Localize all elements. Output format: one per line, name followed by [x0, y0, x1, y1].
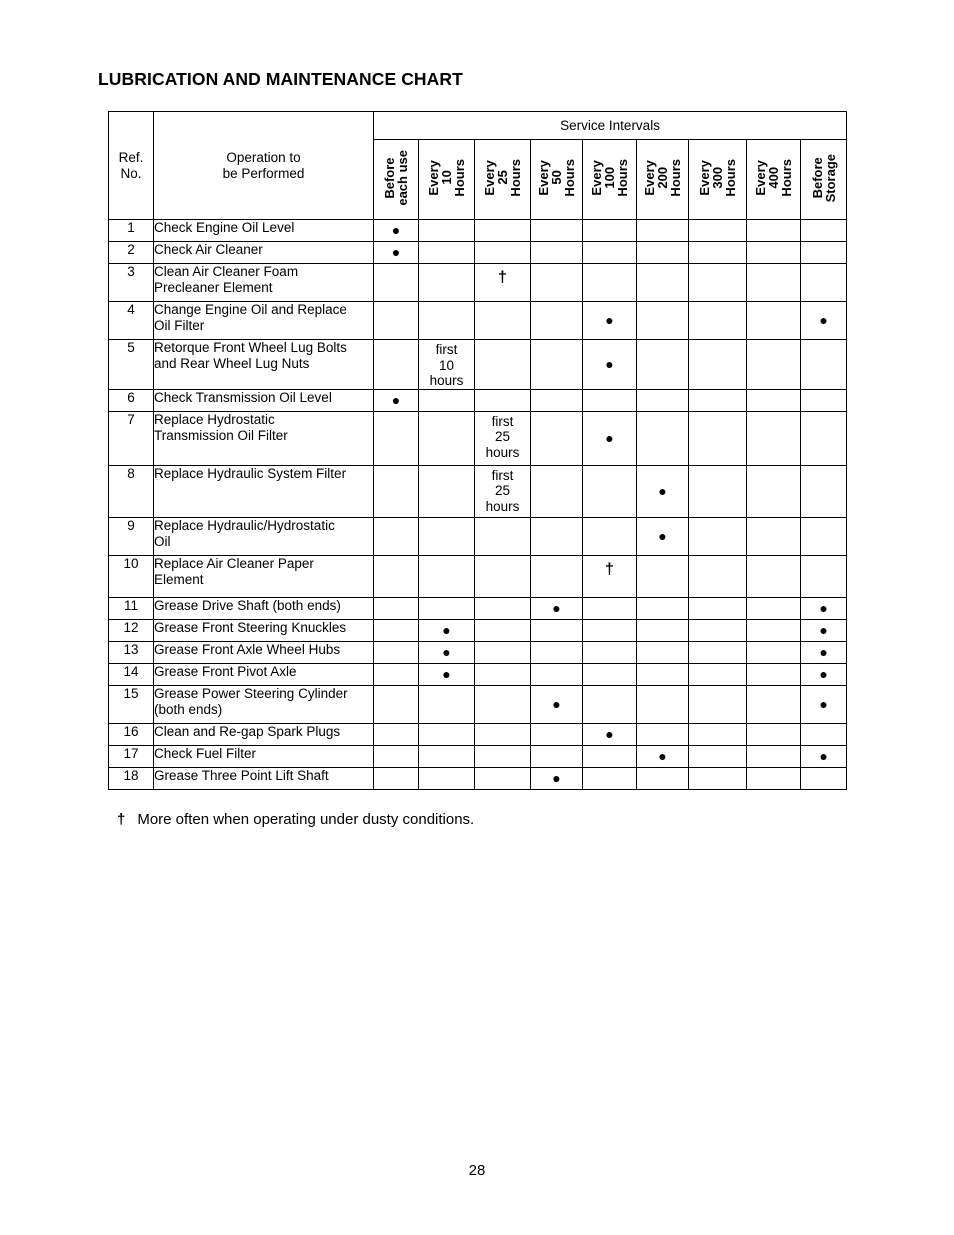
interval-cell	[475, 389, 531, 411]
ref-number: 15	[109, 685, 154, 723]
ref-number: 13	[109, 641, 154, 663]
interval-cell	[475, 302, 531, 340]
operation-text: Retorque Front Wheel Lug Bolts and Rear Wheel Lug Nuts	[154, 340, 374, 390]
interval-cell	[801, 641, 847, 663]
page-number: 28	[468, 1162, 486, 1179]
interval-cell	[689, 685, 747, 723]
interval-cell	[531, 555, 583, 597]
operation-text: Replace Hydraulic System Filter	[154, 465, 374, 517]
interval-cell	[475, 264, 531, 302]
interval-cell	[801, 302, 847, 340]
interval-label: Every 10 Hours	[426, 159, 467, 197]
ref-no-header	[109, 112, 154, 220]
bullet-icon: ●	[391, 244, 401, 260]
interval-note: first 25 hours	[475, 411, 531, 465]
table-row	[109, 465, 847, 517]
interval-cell	[531, 340, 583, 390]
interval-cell	[637, 597, 689, 619]
bullet-icon: ●	[391, 391, 401, 408]
bullet-icon: ●	[442, 643, 451, 660]
interval-cell	[419, 517, 475, 555]
interval-cell	[475, 242, 531, 264]
ref-number: 2	[109, 242, 154, 264]
table-row	[109, 619, 847, 641]
interval-cell	[747, 641, 801, 663]
interval-cell	[419, 685, 475, 723]
interval-cell	[419, 242, 475, 264]
interval-cell	[475, 685, 531, 723]
interval-cell	[583, 641, 637, 663]
interval-cell	[583, 663, 637, 685]
interval-cell	[689, 597, 747, 619]
interval-cell	[419, 555, 475, 597]
table-row	[109, 685, 847, 723]
interval-header	[801, 140, 847, 220]
interval-cell	[747, 302, 801, 340]
interval-cell	[747, 517, 801, 555]
interval-cell	[801, 389, 847, 411]
interval-cell	[747, 242, 801, 264]
interval-cell	[583, 411, 637, 465]
ref-number: 16	[109, 723, 154, 745]
interval-cell	[689, 465, 747, 517]
interval-cell	[747, 597, 801, 619]
interval-cell	[531, 517, 583, 555]
table-row	[109, 641, 847, 663]
ref-number: 1	[109, 220, 154, 242]
interval-cell	[637, 663, 689, 685]
interval-cell	[374, 723, 419, 745]
operation-text: Check Air Cleaner	[154, 242, 374, 264]
table-row	[109, 264, 847, 302]
interval-label: Before Storage	[809, 153, 838, 203]
operation-text: Replace Hydrostatic Transmission Oil Filter	[154, 411, 374, 465]
table-row	[109, 389, 847, 411]
operation-text: Clean and Re-gap Spark Plugs	[154, 723, 374, 745]
interval-cell	[747, 555, 801, 597]
ref-number: 7	[109, 411, 154, 465]
bullet-icon: ●	[819, 599, 828, 616]
interval-cell	[374, 555, 419, 597]
bullet-icon: ●	[658, 527, 667, 544]
maintenance-chart-table	[108, 111, 847, 790]
interval-cell	[419, 411, 475, 465]
interval-cell	[374, 663, 419, 685]
interval-cell	[475, 745, 531, 767]
operation-text: Check Engine Oil Level	[154, 220, 374, 242]
interval-cell	[801, 242, 847, 264]
ref-number: 14	[109, 663, 154, 685]
interval-cell	[475, 767, 531, 789]
interval-cell	[419, 597, 475, 619]
table-row	[109, 242, 847, 264]
interval-cell	[637, 685, 689, 723]
interval-cell	[531, 685, 583, 723]
ref-number: 6	[109, 389, 154, 411]
interval-cell	[531, 220, 583, 242]
dagger-icon: †	[605, 560, 614, 578]
table-row	[109, 517, 847, 555]
interval-cell	[531, 411, 583, 465]
interval-cell	[583, 723, 637, 745]
bullet-icon: ●	[605, 429, 614, 446]
operation-label: Operation to be Performed	[222, 149, 305, 181]
interval-cell	[747, 745, 801, 767]
bullet-icon: ●	[819, 747, 828, 764]
interval-header	[531, 140, 583, 220]
bullet-icon: ●	[552, 695, 561, 712]
interval-note: first 25 hours	[475, 465, 531, 517]
bullet-icon: ●	[819, 312, 828, 328]
ref-number: 10	[109, 555, 154, 597]
interval-cell	[689, 767, 747, 789]
interval-cell	[583, 745, 637, 767]
bullet-icon: ●	[819, 621, 828, 638]
interval-cell	[475, 641, 531, 663]
page-title: LUBRICATION AND MAINTENANCE CHART	[98, 69, 463, 89]
interval-header	[583, 140, 637, 220]
bullet-icon: ●	[552, 769, 561, 786]
interval-cell	[689, 242, 747, 264]
interval-cell	[374, 619, 419, 641]
interval-label: Every 200 Hours	[642, 159, 683, 197]
interval-cell	[475, 220, 531, 242]
interval-cell	[374, 389, 419, 411]
interval-cell	[637, 242, 689, 264]
interval-cell	[747, 264, 801, 302]
interval-cell	[374, 264, 419, 302]
interval-cell	[419, 767, 475, 789]
interval-cell	[419, 641, 475, 663]
dagger-icon: †	[117, 811, 126, 828]
interval-header	[475, 140, 531, 220]
interval-cell	[583, 517, 637, 555]
interval-label: Every 50 Hours	[536, 159, 577, 197]
bullet-icon: ●	[442, 665, 451, 682]
interval-cell	[747, 723, 801, 745]
operation-header	[154, 112, 374, 220]
interval-cell	[583, 767, 637, 789]
interval-cell	[801, 663, 847, 685]
interval-cell	[637, 641, 689, 663]
interval-cell	[531, 389, 583, 411]
interval-cell	[583, 242, 637, 264]
interval-cell	[583, 619, 637, 641]
interval-cell	[583, 264, 637, 302]
interval-cell	[689, 555, 747, 597]
interval-cell	[801, 340, 847, 390]
bullet-icon: ●	[552, 599, 561, 616]
interval-cell	[689, 220, 747, 242]
interval-cell	[801, 220, 847, 242]
interval-cell	[419, 465, 475, 517]
operation-text: Check Fuel Filter	[154, 745, 374, 767]
interval-cell	[419, 389, 475, 411]
interval-cell	[374, 411, 419, 465]
operation-text: Grease Three Point Lift Shaft	[154, 767, 374, 789]
table-row	[109, 220, 847, 242]
interval-cell	[475, 663, 531, 685]
ref-number: 5	[109, 340, 154, 390]
bullet-icon: ●	[819, 695, 828, 712]
interval-cell	[475, 597, 531, 619]
operation-text: Clean Air Cleaner Foam Precleaner Element	[154, 264, 374, 302]
interval-cell	[583, 302, 637, 340]
table-row	[109, 663, 847, 685]
interval-cell	[374, 597, 419, 619]
bullet-icon: ●	[819, 643, 828, 660]
interval-cell	[531, 242, 583, 264]
table-row	[109, 555, 847, 597]
ref-number: 8	[109, 465, 154, 517]
interval-cell	[374, 767, 419, 789]
footnote-text: More often when operating under dusty conditions.	[137, 811, 475, 828]
interval-cell	[419, 723, 475, 745]
dagger-icon: †	[498, 269, 507, 286]
interval-cell	[637, 723, 689, 745]
interval-label: Before each use	[382, 150, 410, 206]
interval-cell	[747, 220, 801, 242]
interval-cell	[637, 220, 689, 242]
interval-cell	[374, 745, 419, 767]
operation-text: Change Engine Oil and Replace Oil Filter	[154, 302, 374, 340]
interval-cell	[689, 745, 747, 767]
ref-number: 3	[109, 264, 154, 302]
operation-text: Check Transmission Oil Level	[154, 389, 374, 411]
interval-header	[637, 140, 689, 220]
bullet-icon: ●	[605, 725, 614, 742]
interval-cell	[801, 555, 847, 597]
interval-header	[747, 140, 801, 220]
interval-cell	[419, 619, 475, 641]
interval-cell	[419, 220, 475, 242]
interval-cell	[747, 663, 801, 685]
interval-cell	[801, 411, 847, 465]
interval-cell	[583, 389, 637, 411]
interval-cell	[531, 641, 583, 663]
interval-cell	[531, 264, 583, 302]
interval-cell	[374, 220, 419, 242]
operation-text: Grease Front Axle Wheel Hubs	[154, 641, 374, 663]
interval-cell	[531, 723, 583, 745]
interval-cell	[801, 745, 847, 767]
operation-text: Grease Drive Shaft (both ends)	[154, 597, 374, 619]
ref-number: 18	[109, 767, 154, 789]
interval-cell	[801, 597, 847, 619]
interval-cell	[689, 264, 747, 302]
interval-cell	[637, 340, 689, 390]
ref-no-label: Ref. No.	[118, 149, 144, 181]
interval-cell	[637, 555, 689, 597]
interval-label: Every 400 Hours	[753, 159, 794, 197]
interval-cell	[374, 340, 419, 390]
operation-text: Grease Front Steering Knuckles	[154, 619, 374, 641]
interval-header	[374, 140, 419, 220]
interval-label: Every 300 Hours	[697, 159, 738, 197]
ref-number: 17	[109, 745, 154, 767]
interval-cell	[747, 685, 801, 723]
interval-cell	[689, 723, 747, 745]
interval-cell	[531, 302, 583, 340]
interval-cell	[475, 619, 531, 641]
interval-cell	[689, 389, 747, 411]
interval-cell	[637, 619, 689, 641]
operation-text: Grease Front Pivot Axle	[154, 663, 374, 685]
interval-cell	[475, 340, 531, 390]
interval-note: first 10 hours	[419, 340, 475, 390]
interval-cell	[583, 465, 637, 517]
table-row	[109, 302, 847, 340]
interval-cell	[801, 465, 847, 517]
interval-label: Every 25 Hours	[482, 159, 523, 197]
table-row	[109, 745, 847, 767]
table-row	[109, 597, 847, 619]
interval-cell	[531, 745, 583, 767]
interval-cell	[419, 663, 475, 685]
interval-cell	[747, 619, 801, 641]
interval-cell	[801, 685, 847, 723]
interval-cell	[747, 411, 801, 465]
interval-cell	[637, 411, 689, 465]
bullet-icon: ●	[605, 355, 614, 372]
interval-cell	[374, 517, 419, 555]
interval-cell	[689, 641, 747, 663]
table-row	[109, 723, 847, 745]
interval-cell	[531, 619, 583, 641]
ref-number: 12	[109, 619, 154, 641]
interval-cell	[419, 302, 475, 340]
table-row	[109, 340, 847, 390]
interval-cell	[689, 619, 747, 641]
bullet-icon: ●	[658, 747, 667, 764]
interval-cell	[531, 767, 583, 789]
interval-cell	[689, 340, 747, 390]
interval-cell	[801, 723, 847, 745]
bullet-icon: ●	[442, 621, 451, 638]
interval-cell	[801, 264, 847, 302]
interval-cell	[747, 465, 801, 517]
interval-cell	[374, 302, 419, 340]
interval-cell	[747, 389, 801, 411]
interval-cell	[637, 389, 689, 411]
interval-cell	[747, 767, 801, 789]
interval-cell	[583, 220, 637, 242]
bullet-icon: ●	[819, 665, 828, 682]
interval-cell	[419, 745, 475, 767]
operation-text: Grease Power Steering Cylinder (both ends)	[154, 685, 374, 723]
interval-cell	[475, 555, 531, 597]
interval-cell	[689, 411, 747, 465]
service-intervals-header: Service Intervals	[374, 112, 847, 140]
ref-number: 9	[109, 517, 154, 555]
interval-cell	[583, 685, 637, 723]
interval-cell	[801, 619, 847, 641]
interval-cell	[583, 555, 637, 597]
interval-header	[419, 140, 475, 220]
interval-cell	[801, 767, 847, 789]
interval-cell	[637, 465, 689, 517]
interval-cell	[583, 597, 637, 619]
interval-cell	[689, 302, 747, 340]
interval-cell	[374, 641, 419, 663]
interval-cell	[583, 340, 637, 390]
interval-cell	[374, 242, 419, 264]
operation-text: Replace Air Cleaner Paper Element	[154, 555, 374, 597]
interval-cell	[637, 302, 689, 340]
interval-cell	[801, 517, 847, 555]
footnote	[117, 811, 474, 828]
interval-cell	[531, 597, 583, 619]
operation-text: Replace Hydraulic/Hydrostatic Oil	[154, 517, 374, 555]
interval-cell	[637, 745, 689, 767]
interval-cell	[637, 767, 689, 789]
bullet-icon: ●	[658, 482, 667, 499]
interval-cell	[374, 685, 419, 723]
bullet-icon: ●	[605, 312, 614, 328]
bullet-icon: ●	[391, 222, 401, 238]
interval-header	[689, 140, 747, 220]
interval-cell	[419, 264, 475, 302]
interval-cell	[531, 663, 583, 685]
interval-cell	[747, 340, 801, 390]
interval-cell	[374, 465, 419, 517]
table-row	[109, 767, 847, 789]
ref-number: 4	[109, 302, 154, 340]
ref-number: 11	[109, 597, 154, 619]
interval-cell	[531, 465, 583, 517]
interval-label: Every 100 Hours	[589, 159, 630, 197]
interval-cell	[689, 517, 747, 555]
interval-cell	[475, 723, 531, 745]
interval-cell	[689, 663, 747, 685]
interval-cell	[637, 517, 689, 555]
interval-cell	[637, 264, 689, 302]
table-row	[109, 411, 847, 465]
interval-cell	[475, 517, 531, 555]
